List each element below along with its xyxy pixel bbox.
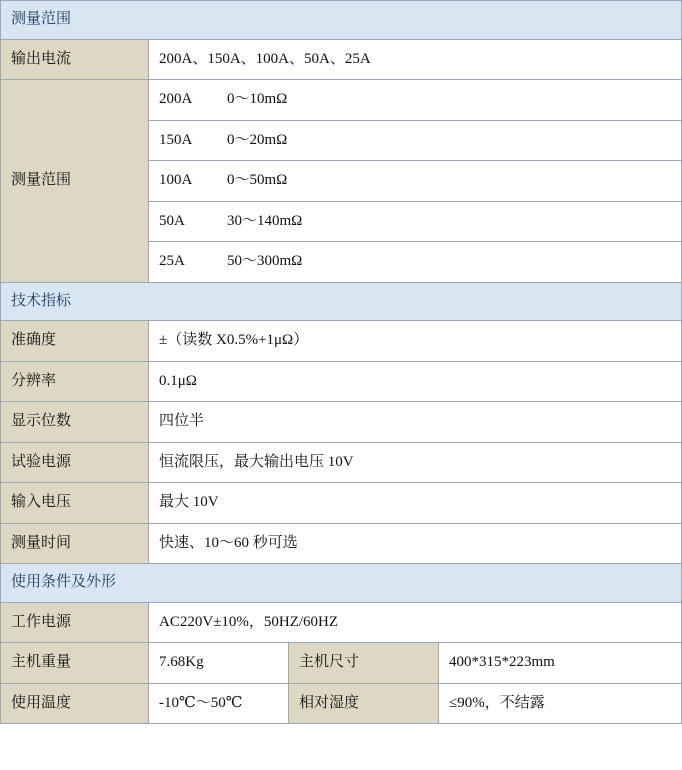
range-row: [149, 161, 681, 202]
range-row: [149, 201, 681, 242]
row-value-accuracy: ±（读数 X0.5%+1μΩ）: [149, 321, 682, 362]
row-value-output-current: 200A、150A、100A、50A、25A: [149, 39, 682, 80]
row-label-input-voltage: 输入电压: [1, 483, 149, 524]
row-label-host-size: 主机尺寸: [289, 643, 439, 684]
row-label-display-digits: 显示位数: [1, 402, 149, 443]
table-row: [1, 39, 682, 80]
range-current: 25A: [159, 253, 185, 269]
row-value-test-power: 恒流限压，最大输出电压 10V: [149, 442, 682, 483]
range-value: 0～20mΩ: [227, 131, 288, 148]
section-header-row: [1, 282, 682, 321]
section-header-operating-conditions: 使用条件及外形: [1, 564, 682, 603]
range-row: [149, 120, 681, 161]
table-row: [1, 402, 682, 443]
range-current: 50A: [159, 212, 185, 229]
range-value: 0～10mΩ: [227, 91, 288, 107]
row-label-working-power: 工作电源: [1, 602, 149, 643]
table-row: [1, 80, 682, 283]
table-row: [1, 321, 682, 362]
table-row: [1, 602, 682, 643]
range-value: 0～50mΩ: [227, 172, 288, 188]
row-value-host-weight: 7.68Kg: [149, 643, 289, 684]
row-label-relative-humidity: 相对湿度: [289, 683, 439, 724]
range-row: [149, 242, 681, 282]
row-label-operating-temperature: 使用温度: [1, 683, 149, 724]
range-row: [149, 80, 681, 120]
row-label-test-power: 试验电源: [1, 442, 149, 483]
table-row: [1, 643, 682, 684]
row-value-measure-time: 快速、10～60 秒可选: [149, 523, 682, 564]
range-row-200a: [149, 80, 681, 120]
table-row: [1, 523, 682, 564]
table-row: [1, 483, 682, 524]
row-value-relative-humidity: ≤90%，不结露: [439, 683, 682, 724]
row-label-host-weight: 主机重量: [1, 643, 149, 684]
row-value-display-digits: 四位半: [149, 402, 682, 443]
row-value-input-voltage: 最大 10V: [149, 483, 682, 524]
row-label-accuracy: 准确度: [1, 321, 149, 362]
row-label-measure-time: 测量时间: [1, 523, 149, 564]
row-value-host-size: 400*315*223mm: [439, 643, 682, 684]
table-row: [1, 442, 682, 483]
row-value-working-power: AC220V±10%，50HZ/60HZ: [149, 602, 682, 643]
row-label-resolution: 分辨率: [1, 361, 149, 402]
range-current: 150A: [159, 131, 193, 148]
range-subtable: [149, 80, 681, 282]
table-row: [1, 683, 682, 724]
range-value: 30～140mΩ: [227, 212, 303, 229]
range-current: 100A: [159, 172, 193, 188]
section-header-technical-specs: 技术指标: [1, 282, 682, 321]
range-row-150a: [149, 120, 681, 161]
row-label-measuring-range: 测量范围: [1, 80, 149, 283]
range-value: 50～300mΩ: [227, 253, 303, 269]
range-row-100a: [149, 161, 681, 202]
section-header-row: [1, 1, 682, 40]
row-value-operating-temperature: -10℃～50℃: [149, 683, 289, 724]
row-label-output-current: 输出电流: [1, 39, 149, 80]
section-header-row: [1, 564, 682, 603]
table-row: [1, 361, 682, 402]
range-current: 200A: [159, 91, 193, 107]
section-header-measuring-range: 测量范围: [1, 1, 682, 40]
range-row-25a: [149, 242, 681, 282]
measuring-range-list: [149, 80, 682, 283]
row-value-resolution: 0.1μΩ: [149, 361, 682, 402]
range-row-50a: [149, 201, 681, 242]
